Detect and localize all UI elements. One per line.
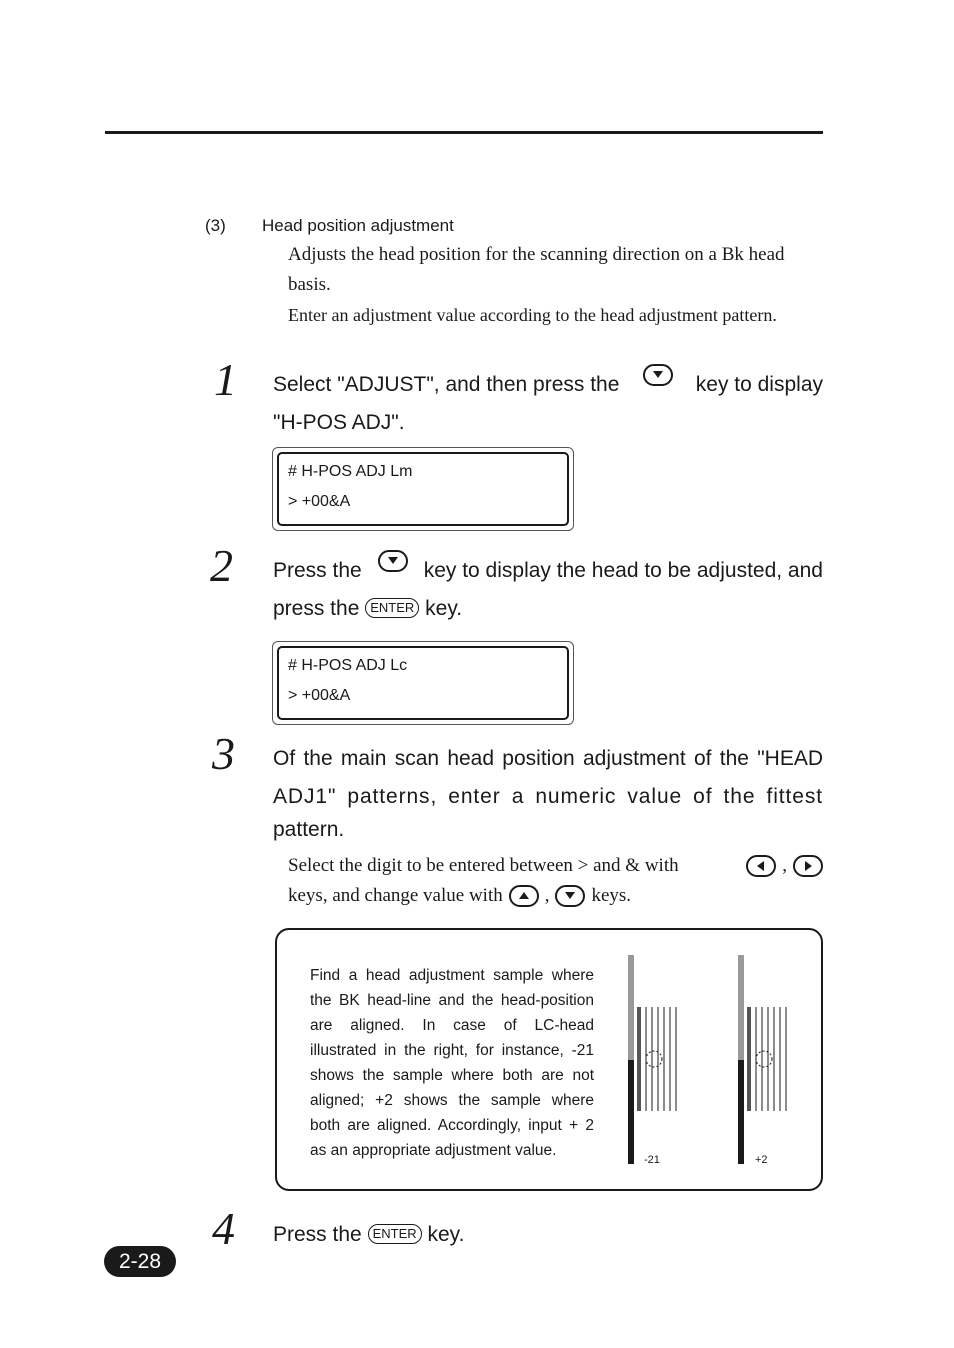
lcd-display-2 xyxy=(272,641,574,725)
page-number-badge: 2-28 xyxy=(104,1246,176,1277)
section-title: Head position adjustment xyxy=(262,216,454,235)
step-3-note xyxy=(288,851,823,911)
step-2-text-b: key to display the head to be adjusted, and xyxy=(423,559,823,582)
enter-key-icon: ENTER xyxy=(368,1224,422,1244)
step-1-text-a: Select "ADJUST", and then press the xyxy=(273,373,620,396)
section-intro xyxy=(288,240,823,330)
step-1-number: 1 xyxy=(214,354,237,405)
step-4-number: 4 xyxy=(212,1203,235,1254)
step-4-text-a: Press the xyxy=(273,1223,362,1246)
lcd-2-line-1: # H-POS ADJ Lc xyxy=(288,657,408,674)
lcd-1-line-2: > +00&A xyxy=(288,493,351,510)
lcd-display-1 xyxy=(272,447,574,531)
step-3-line-3: pattern. xyxy=(273,818,345,841)
lcd-2-line-2: > +00&A xyxy=(288,687,351,704)
step-3-line-1: Of the main scan head position adjustment of the "HEAD xyxy=(273,747,823,770)
pattern-sample-plus2 xyxy=(738,955,786,1166)
step-1-text-b: key to display xyxy=(695,373,823,396)
section-number: (3) xyxy=(205,216,226,235)
note-sep-1: , xyxy=(782,855,787,876)
intro-line-1b: basis. xyxy=(288,274,331,295)
down-arrow-key-icon xyxy=(378,550,408,572)
step-3-number: 3 xyxy=(212,728,235,779)
step-2-text-d: key. xyxy=(425,597,463,620)
sample-label-minus21: -21 xyxy=(644,1154,660,1166)
step-3-line-2: ADJ1" patterns, enter a numeric value of the fittest xyxy=(273,785,823,808)
info-box xyxy=(275,928,823,1191)
step-1-line-2: "H-POS ADJ". xyxy=(273,411,405,434)
note-text-c: keys. xyxy=(591,885,632,906)
step-3-text xyxy=(273,740,823,844)
note-text-b: keys, and change value with xyxy=(288,885,503,906)
step-4-text xyxy=(273,1216,823,1254)
left-arrow-key-icon xyxy=(746,855,776,877)
step-2-text-a: Press the xyxy=(273,559,362,582)
down-arrow-key-icon xyxy=(643,364,673,386)
intro-line-2: Enter an adjustment value according to the head adjustment pattern. xyxy=(288,305,777,325)
step-2-text-c: press the xyxy=(273,597,360,620)
step-4-text-b: key. xyxy=(427,1223,465,1246)
pattern-sample-minus21 xyxy=(628,955,676,1166)
intro-line-1a: Adjusts the head position for the scanning direction on a Bk head xyxy=(288,244,785,265)
step-2-text xyxy=(273,552,823,628)
step-1-text xyxy=(273,366,823,442)
sample-label-plus2: +2 xyxy=(755,1154,768,1166)
note-text-a: Select the digit to be entered between > and & with xyxy=(288,855,679,876)
header-rule xyxy=(105,131,823,134)
down-arrow-key-icon xyxy=(555,885,585,907)
note-sep-2: , xyxy=(544,885,550,906)
head-adjustment-pattern-figure xyxy=(597,942,817,1182)
info-box-text: Find a head adjustment sample where the BK head-line and the head-position are aligned. In case of LC-head illustrated in the right, for instance, -21 shows the sample where both are not aligned; +2 shows the sample where both are aligned. Accordingly, input + 2 as an appropriate adjustment value. xyxy=(310,967,594,1159)
right-arrow-key-icon xyxy=(793,855,823,877)
enter-key-icon: ENTER xyxy=(365,598,419,618)
step-2-number: 2 xyxy=(210,540,233,591)
up-arrow-key-icon xyxy=(509,885,539,907)
lcd-1-line-1: # H-POS ADJ Lm xyxy=(288,463,413,480)
